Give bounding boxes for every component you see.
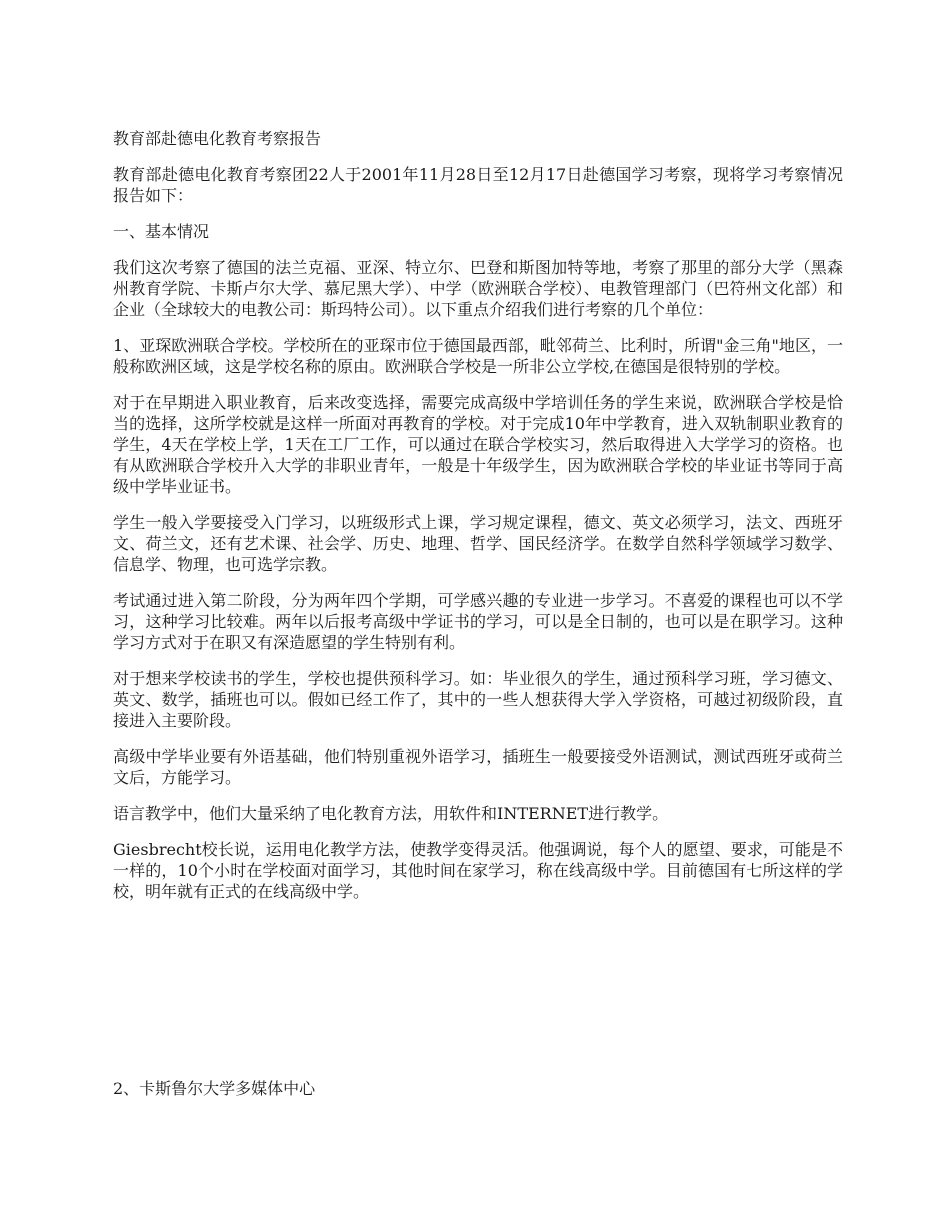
intro-paragraph: 教育部赴德电化教育考察团22人于2001年11月28日至12月17日赴德国学习考察，现将学习考察情况报告如下： [113,165,843,205]
document-title: 教育部赴德电化教育考察报告 [113,129,322,148]
second-stage-paragraph: 考试通过进入第二阶段，分为两年四个学期，可学感兴趣的专业进一步学习。不喜爱的课程也可以不学习，这种学习比较难。两年以后报考高级中学证书的学习，可以是全日制的，也可以是在职学习。这种学习方式对于在职又有深造愿望的学生特别有利。 [113,591,843,652]
section-heading-karlsruhe: 2、卡斯鲁尔大学多媒体中心 [113,1079,316,1098]
document-body [113,164,843,917]
preparatory-paragraph: 对于想来学校读书的学生，学校也提供预科学习。如：毕业很久的学生，通过预科学习班，学习德文、英文、数学，插班也可以。假如已经工作了，其中的一些人想获得大学入学资格，可越过初级阶段，直接进入主要阶段。 [113,669,843,730]
principal-quote-paragraph: Giesbrecht校长说，运用电化教学方法，使教学变得灵活。他强调说，每个人的愿望、要求，可能是不一样的，10个小时在学校面对面学习，其他时间在家学习，称在线高级中学。目前德国有七所这样的学校，明年就有正式的在线高级中学。 [113,840,843,901]
vocational-paragraph: 对于在早期进入职业教育，后来改变选择，需要完成高级中学培训任务的学生来说，欧洲联合学校是恰当的选择，这所学校就是这样一所面对再教育的学校。对于完成10年中学教育，进入双轨制职业教育的学生，4天在学校上学，1天在工厂工作，可以通过在联合学校实习，然后取得进入大学学习的资格。也有从欧洲联合学校升入大学的非职业青年，一般是十年级学生，因为欧洲联合学校的毕业证书等同于高级中学毕业证书。 [113,393,843,496]
aachen-school-paragraph: 1、亚琛欧洲联合学校。学校所在的亚琛市位于德国最西部，毗邻荷兰、比利时，所谓"金三角"地区，一般称欧洲区域，这是学校名称的原由。欧洲联合学校是一所非公立学校,在德国是很特别的学校。 [113,336,843,376]
foreign-language-paragraph: 高级中学毕业要有外语基础，他们特别重视外语学习，插班生一般要接受外语测试，测试西班牙或荷兰文后，方能学习。 [113,747,843,787]
overview-paragraph: 我们这次考察了德国的法兰克福、亚深、特立尔、巴登和斯图加特等地，考察了那里的部分大学（黑森州教育学院、卡斯卢尔大学、慕尼黑大学）、中学（欧洲联合学校）、电教管理部门（巴符州文化部）和企业（全球较大的电教公司：斯玛特公司）。以下重点介绍我们进行考察的几个单位： [113,258,843,319]
e-learning-paragraph: 语言教学中，他们大量采纳了电化教育方法，用软件和INTERNET进行教学。 [113,804,669,823]
curriculum-paragraph: 学生一般入学要接受入门学习，以班级形式上课，学习规定课程，德文、英文必须学习，法文、西班牙文、荷兰文，还有艺术课、社会学、历史、地理、哲学、国民经济学。在数学自然科学领域学习数学、信息学、物理，也可选学宗教。 [113,513,843,574]
section-heading-basic-info: 一、基本情况 [113,222,210,241]
